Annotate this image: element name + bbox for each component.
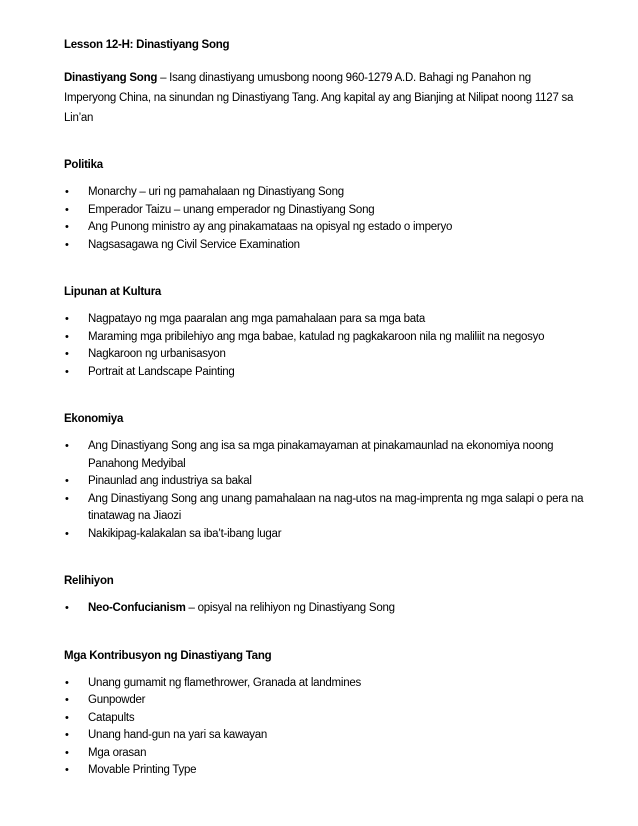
bullet-icon: • — [65, 602, 69, 614]
list-item: • Monarchy – uri ng pamahalaan ng Dinastiyang Song — [64, 184, 584, 202]
document-page — [64, 36, 584, 780]
list-item: • Ang Dinastiyang Song ang isa sa mga pinakamayaman at pinakamaunlad na ekonomiya noong Panahong Medyibal — [65, 440, 554, 470]
list-item: • Unang gumamit ng flamethrower, Granada at landmines — [64, 675, 584, 693]
list-item: • Nakikipag-kalakalan sa iba’t-ibang lugar — [64, 526, 584, 544]
list-item: • Ang Dinastiyang Song ang unang pamahalaan na nag-utos na mag-imprenta ng mga salapi o pera na tinatawag na Jiaozi — [65, 492, 584, 522]
list-item: • Pinaunlad ang industriya sa bakal — [64, 473, 584, 491]
list-item: • Maraming mga pribilehiyo ang mga babae, katulad ng pagkakaroon nila ng maliliit na negosyo — [64, 329, 584, 347]
ekonomiya-list — [64, 438, 584, 543]
list-item: • Movable Printing Type — [64, 762, 584, 780]
intro-text: – Isang dinastiyang umusbong noong 960-1279 A.D. Bahagi ng Panahon ng Imperyong China, na sinundan ng Dinastiyang Tang. Ang kapital ay ang Bianjing at Nilipat noong 1127 sa Lin’an — [64, 72, 574, 124]
bullet-icon: • — [65, 203, 69, 216]
section-heading-lipunan: Lipunan at Kultura — [64, 286, 162, 298]
bullet-icon: • — [65, 330, 69, 343]
list-item: • Gunpowder — [64, 692, 584, 710]
bullet-icon: • — [65, 475, 69, 487]
list-item: • Nagkaroon ng urbanisasyon — [64, 346, 584, 364]
relihiyon-text: – opisyal na relihiyon ng Dinastiyang Song — [185, 602, 395, 614]
lipunan-list — [64, 311, 584, 381]
bullet-icon: • — [65, 492, 69, 505]
bullet-icon: • — [65, 365, 69, 378]
bullet-icon: • — [65, 440, 69, 452]
list-item: • Emperador Taizu – unang emperador ng Dinastiyang Song — [64, 202, 584, 220]
bullet-icon: • — [65, 676, 69, 689]
bullet-icon: • — [65, 746, 69, 759]
bullet-icon: • — [65, 527, 69, 540]
bullet-icon: • — [65, 238, 69, 251]
list-item — [64, 600, 584, 618]
bullet-icon: • — [65, 313, 69, 325]
list-item: • Unang hand-gun na yari sa kawayan — [64, 727, 584, 745]
list-item: • Nagpatayo ng mga paaralan ang mga pamahalaan para sa mga bata — [64, 311, 584, 329]
section-heading-relihiyon: Relihiyon — [64, 575, 114, 587]
section-heading-kontribusyon: Mga Kontribusyon ng Dinastiyang Tang — [64, 649, 272, 662]
list-item: • Mga orasan — [64, 745, 584, 763]
bullet-icon: • — [65, 221, 69, 233]
section-heading-politika: Politika — [64, 159, 103, 171]
intro-term: Dinastiyang Song — [64, 72, 158, 84]
list-item: • Ang Punong ministro ay ang pinakamataas na opisyal ng estado o imperyo — [64, 219, 584, 237]
bullet-icon: • — [65, 711, 69, 724]
intro-paragraph — [64, 68, 584, 128]
bullet-icon: • — [65, 729, 69, 741]
list-item: • Catapults — [64, 710, 584, 728]
bullet-icon: • — [65, 186, 69, 198]
section-heading-ekonomiya: Ekonomiya — [64, 413, 124, 425]
kontribusyon-list — [64, 675, 584, 780]
list-item: • Nagsasagawa ng Civil Service Examination — [64, 237, 584, 255]
bullet-icon: • — [65, 694, 69, 706]
politika-list — [64, 184, 584, 254]
bullet-icon: • — [65, 764, 69, 776]
bullet-icon: • — [65, 348, 69, 360]
relihiyon-term: Neo-Confucianism — [88, 602, 186, 614]
lesson-title: Lesson 12-H: Dinastiyang Song — [64, 39, 230, 51]
relihiyon-list — [64, 600, 584, 618]
list-item: • Portrait at Landscape Painting — [64, 364, 584, 382]
